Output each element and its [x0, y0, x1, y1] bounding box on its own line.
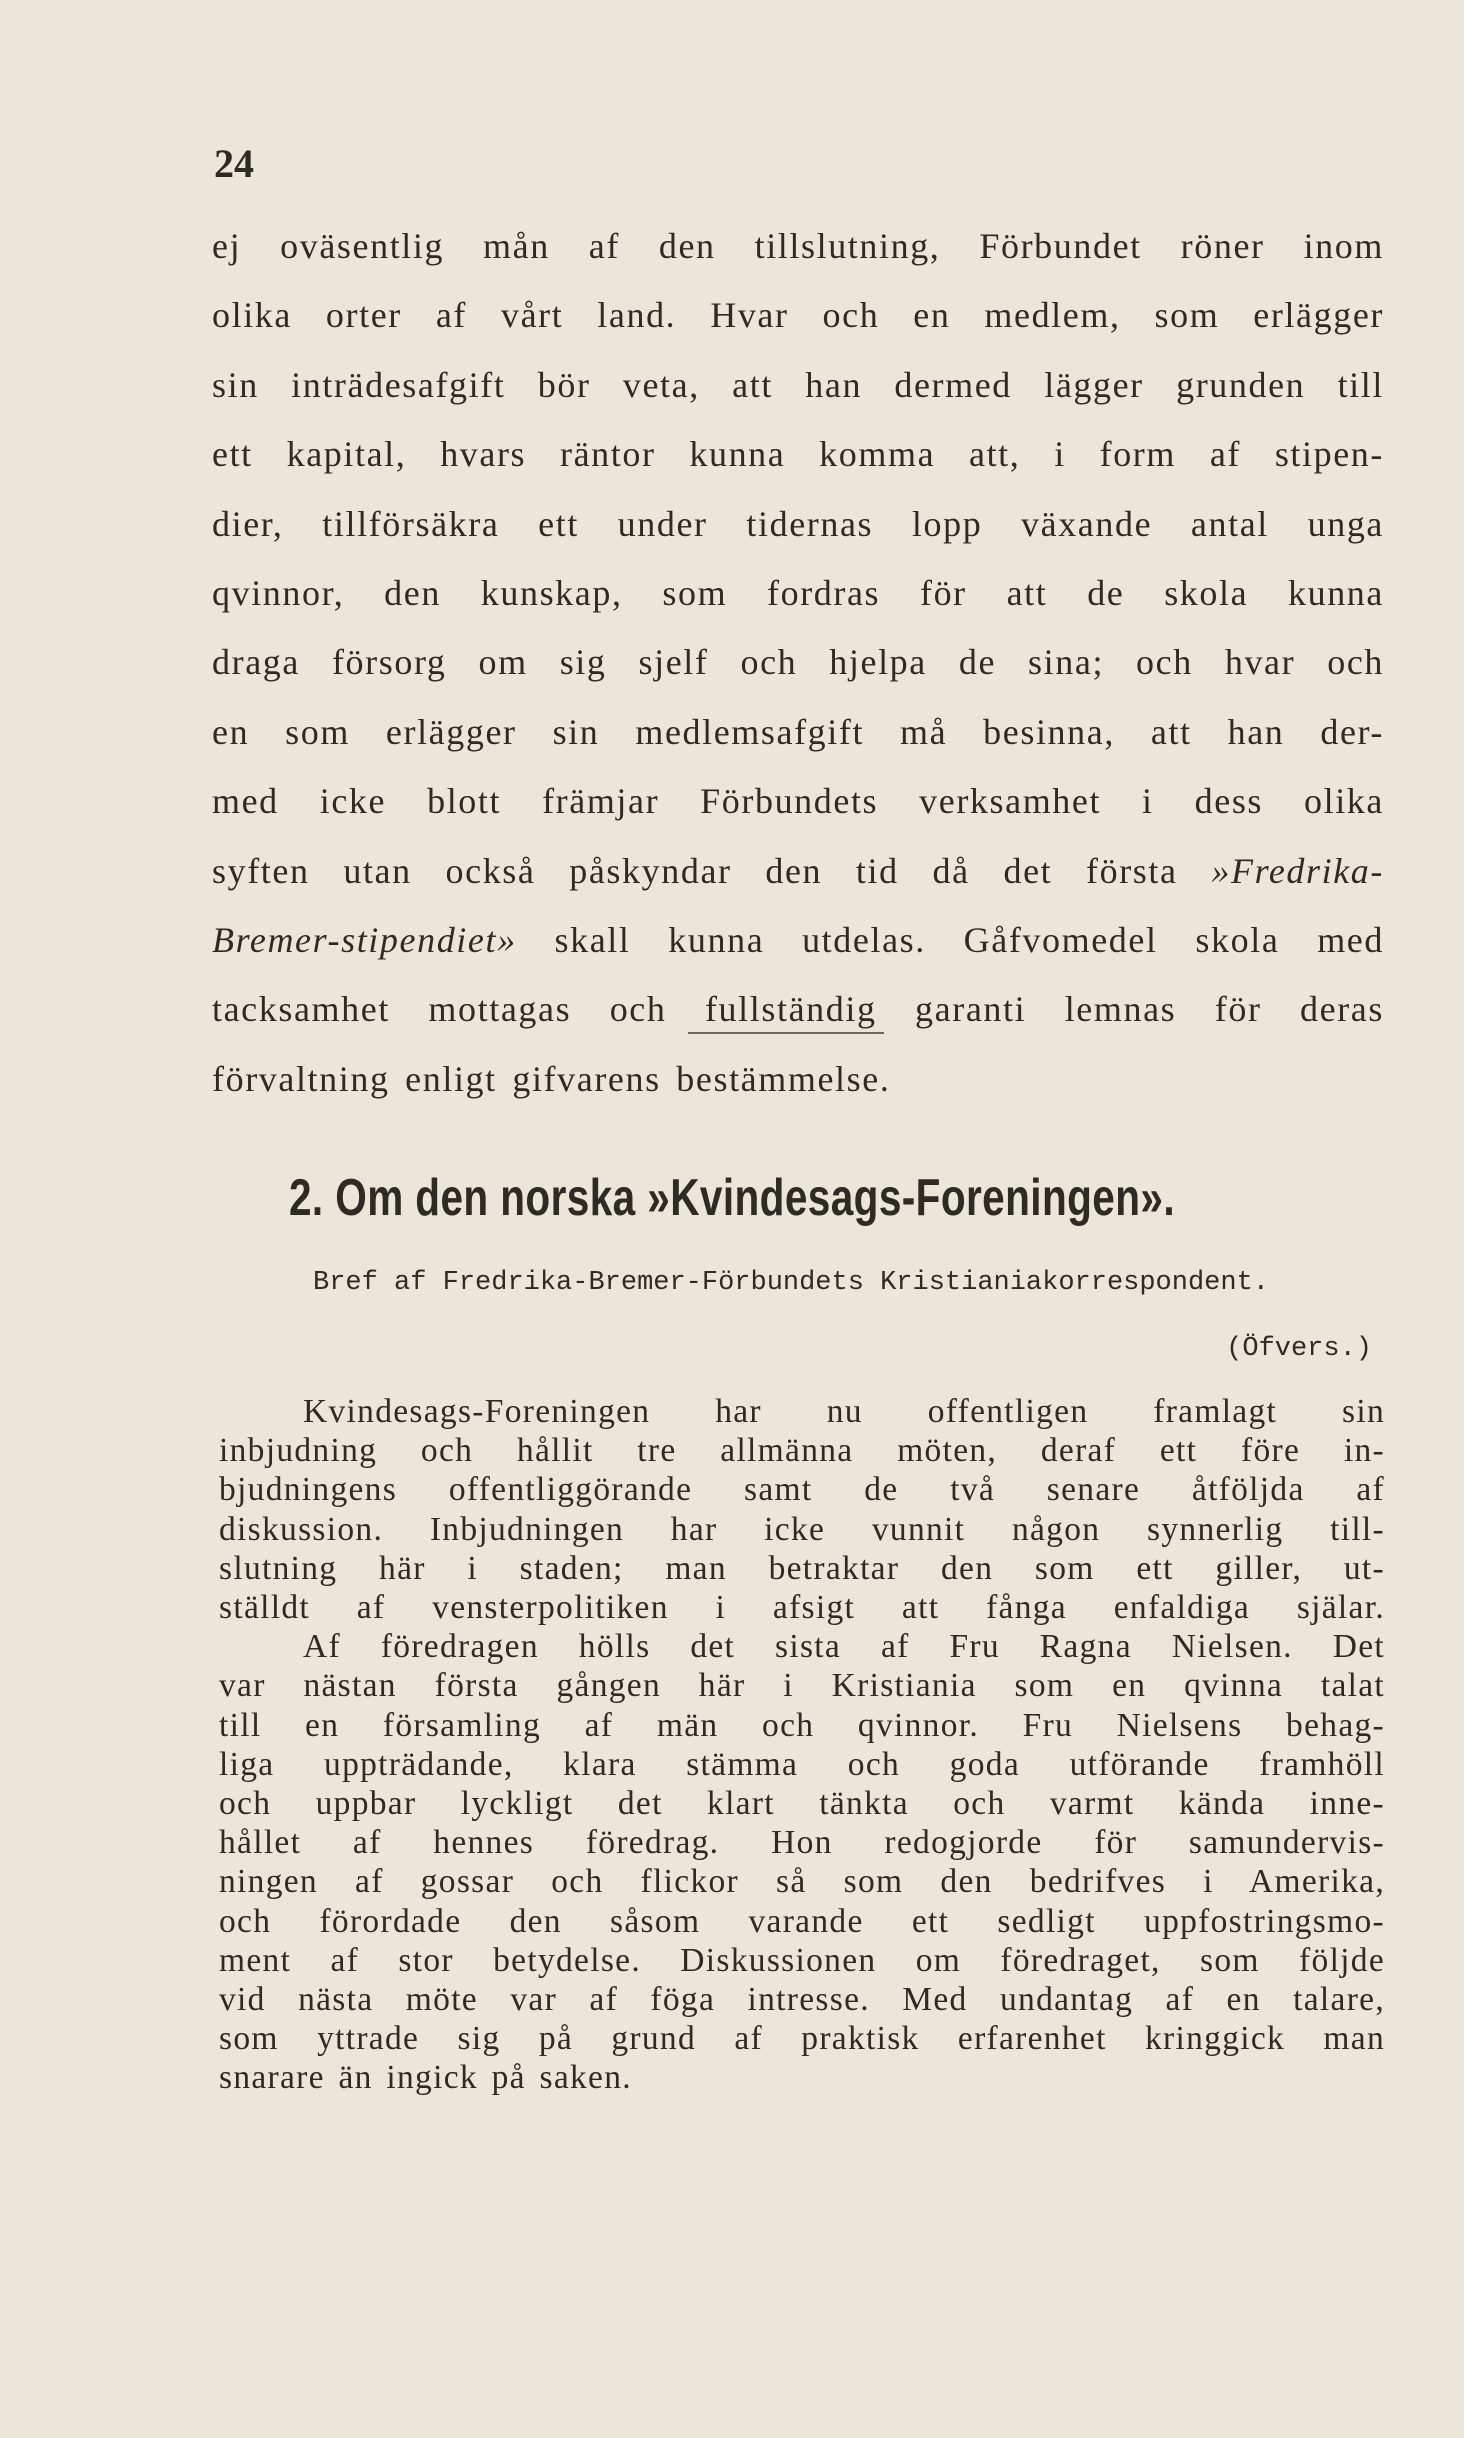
text-line: ett kapital, hvars räntor kunna komma att, i form af stipen-: [212, 434, 1384, 475]
translator-note: (Öfvers.): [1226, 1334, 1372, 1364]
text-line: inbjudning och hållit tre allmänna möten, deraf ett före in-: [219, 1432, 1385, 1470]
italic-term: »Fredrika-: [1211, 850, 1384, 891]
text-line: och uppbar lyckligt det klart tänkta och varmt kända inne-: [219, 1785, 1385, 1823]
text-line: som yttrade sig på grund af praktisk erfarenhet kringgick man: [219, 2020, 1385, 2058]
text-line: förvaltning enligt gifvarens bestämmelse.: [212, 1058, 891, 1099]
text-line: till en församling af män och qvinnor. Fru Nielsens behag-: [219, 1706, 1385, 1744]
text-line: olika orter af vårt land. Hvar och en medlem, som erlägger: [212, 295, 1384, 336]
text-line: liga uppträdande, klara stämma och goda utförande framhöll: [219, 1745, 1385, 1783]
text-line: och förordade den såsom varande ett sedligt uppfostringsmo-: [219, 1902, 1385, 1940]
page-number: 24: [214, 141, 254, 186]
text-line: [212, 906, 1384, 975]
text-line: med icke blott främjar Förbundets verksamhet i dess olika: [212, 781, 1384, 822]
text-line: ej oväsentlig mån af den tillslutning, Förbundet röner inom: [212, 226, 1384, 266]
text-line: draga försorg om sig sjelf och hjelpa de sina; och hvar och: [212, 642, 1384, 683]
italic-term: Bremer-stipendiet»: [212, 920, 517, 961]
text-line: tacksamhet mottagas och fullständig garanti lemnas för deras: [212, 989, 1384, 1030]
text-line: qvinnor, den kunskap, som fordras för att de skola kunna: [212, 573, 1384, 614]
text-line: slutning här i staden; man betraktar den som ett giller, ut-: [219, 1549, 1385, 1587]
section-divider: [688, 1032, 884, 1034]
text-line-part: syften utan också påskyndar den tid då det första: [212, 850, 1212, 891]
text-line: hållet af hennes föredrag. Hon redogjorde för samundervis-: [219, 1824, 1385, 1862]
text-line-part: skall kunna utdelas. Gåfvomedel skola med: [516, 920, 1384, 961]
text-line: en som erlägger sin medlemsafgift må besinna, att han der-: [212, 711, 1384, 752]
text-line: ningen af gossar och flickor så som den bedrifves i Amerika,: [219, 1863, 1385, 1901]
text-line: dier, tillförsäkra ett under tidernas lopp växande antal unga: [212, 503, 1384, 544]
text-line: snarare än ingick på saken.: [219, 2059, 632, 2097]
section-title: 2. Om den norska »Kvindesags-Foreningen».: [288, 1169, 1176, 1227]
text-line: vid nästa möte var af föga intresse. Med undantag af en talare,: [219, 1981, 1385, 2019]
text-line: diskussion. Inbjudningen har icke vunnit någon synnerlig till-: [219, 1510, 1385, 1548]
text-line: sin inträdesafgift bör veta, att han dermed lägger grunden till: [212, 364, 1384, 405]
paragraph-1: [212, 212, 1384, 1114]
text-line: Af föredragen hölls det sista af Fru Ragna Nielsen. Det: [303, 1628, 1385, 1666]
text-line: Kvindesags-Foreningen har nu offentligen framlagt sin: [303, 1393, 1385, 1430]
section-subtitle: Bref af Fredrika-Bremer-Förbundets Kristianiakorrespondent.: [313, 1268, 1269, 1298]
text-line: bjudningens offentliggörande samt de två senare åtföljda af: [219, 1471, 1385, 1509]
text-line: [212, 837, 1384, 906]
text-line: var nästan första gången här i Kristiania som en qvinna talat: [219, 1667, 1385, 1705]
text-line: ställdt af vensterpolitiken i afsigt att fånga enfaldiga själar.: [219, 1589, 1385, 1627]
text-line: ment af stor betydelse. Diskussionen om föredraget, som följde: [219, 1941, 1385, 1979]
paragraph-2: [219, 1392, 1385, 2098]
